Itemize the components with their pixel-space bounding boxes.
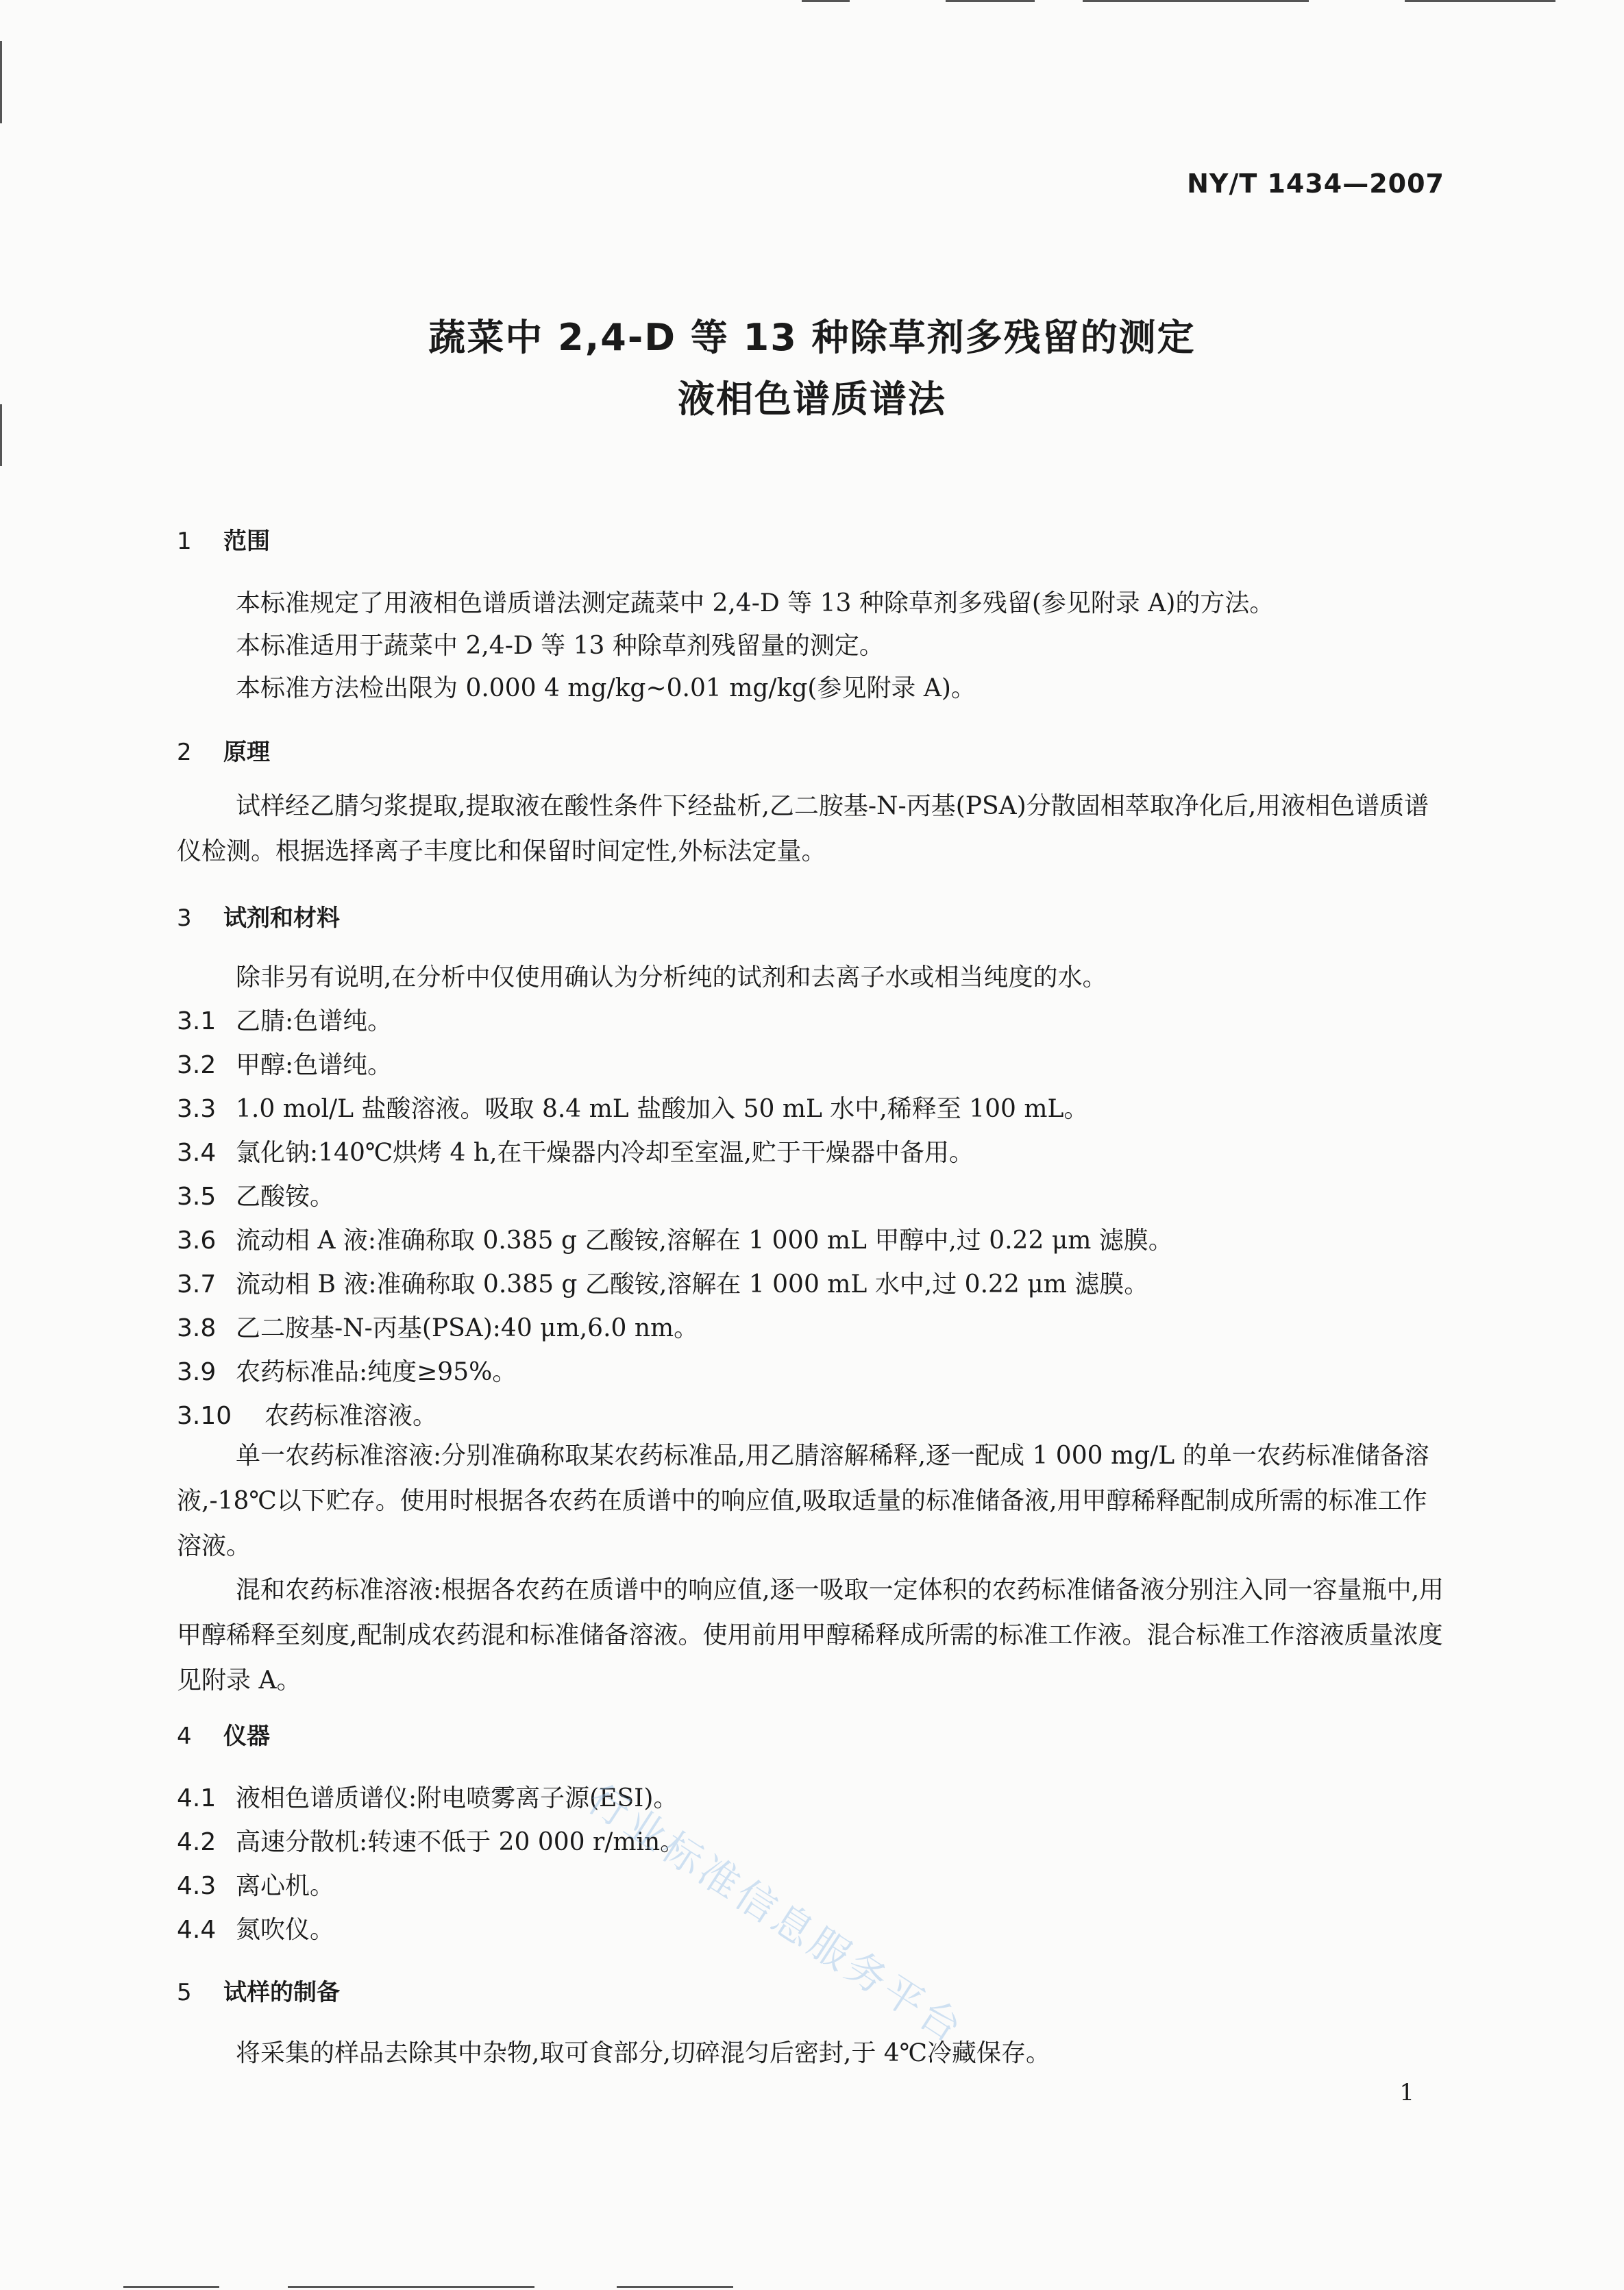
item-text: 1.0 mol/L 盐酸溶液。吸取 8.4 mL 盐酸加入 50 mL 水中,稀释至 100 mL。	[236, 1095, 1089, 1123]
item-number: 4.2	[177, 1828, 217, 1856]
sample-prep-paragraph: 将采集的样品去除其中杂物,取可食部分,切碎混匀后密封,于 4℃冷藏保存。	[236, 2039, 1050, 2067]
scan-edge-mark	[802, 0, 850, 2]
item-number: 3.3	[177, 1095, 217, 1123]
watermark-text: 行业标准信息服务平台	[579, 1775, 973, 2054]
scope-line: 本标准适用于蔬菜中 2,4-D 等 13 种除草剂残留量的测定。	[236, 632, 884, 660]
scan-edge-mark	[123, 2286, 219, 2288]
item-number: 3.7	[177, 1270, 217, 1298]
item-text: 乙腈:色谱纯。	[236, 1007, 393, 1035]
section-title: 原理	[223, 739, 270, 766]
scope-line: 本标准规定了用液相色谱质谱法测定蔬菜中 2,4-D 等 13 种除草剂多残留(参见附录 A)的方法。	[236, 589, 1275, 617]
section-heading-sample-prep	[177, 1973, 340, 2007]
section-heading-instruments	[177, 1717, 270, 1751]
scan-edge-mark	[1083, 0, 1309, 2]
section-heading-reagents	[177, 899, 340, 933]
item-text: 农药标准品:纯度≥95%。	[236, 1358, 517, 1386]
reagents-intro: 除非另有说明,在分析中仅使用确认为分析纯的试剂和去离子水或相当纯度的水。	[236, 963, 1107, 992]
document-title-line1: 蔬菜中 2,4-D 等 13 种除草剂多残留的测定	[428, 316, 1196, 359]
item-number: 3.10	[177, 1402, 232, 1430]
item-text: 流动相 B 液:准确称取 0.385 g 乙酸铵,溶解在 1 000 mL 水中,过 0.22 μm 滤膜。	[236, 1270, 1149, 1298]
item-number: 3.9	[177, 1358, 217, 1386]
reagent-item	[177, 1002, 392, 1037]
reagent-item	[177, 1309, 698, 1344]
reagent-item	[177, 1265, 1148, 1300]
scan-edge-mark	[617, 2286, 733, 2288]
section-number: 4	[177, 1723, 192, 1750]
item-number: 3.1	[177, 1007, 217, 1035]
item-number: 4.4	[177, 1916, 217, 1944]
reagent-item	[177, 1089, 1088, 1124]
item-text: 乙酸铵。	[236, 1183, 335, 1211]
reagent-item	[177, 1177, 334, 1212]
section-title: 范围	[223, 528, 270, 555]
scan-edge-mark	[946, 0, 1035, 2]
item-text: 氯化钠:140℃烘烤 4 h,在干燥器内冷却至室温,贮于干燥器中备用。	[236, 1139, 974, 1167]
scan-edge-mark	[288, 2286, 534, 2288]
page-number: 1	[1399, 2079, 1414, 2106]
item-number: 3.5	[177, 1183, 217, 1211]
scan-edge-mark	[0, 41, 2, 123]
principle-paragraph: 试样经乙腈匀浆提取,提取液在酸性条件下经盐析,乙二胺基-N-丙基(PSA)分散固相萃取净化后,用液相色谱质谱仪检测。根据选择离子丰度比和保留时间定性,外标法定量。	[177, 792, 1429, 865]
section-title: 试剂和材料	[223, 904, 340, 932]
reagent-item	[177, 1133, 974, 1168]
item-text: 流动相 A 液:准确称取 0.385 g 乙酸铵,溶解在 1 000 mL 甲醇中,过 0.22 μm 滤膜。	[236, 1227, 1173, 1255]
section-number: 5	[177, 1979, 192, 2006]
instrument-item	[177, 1867, 334, 1901]
item-number: 3.6	[177, 1227, 217, 1255]
section-title: 仪器	[223, 1723, 270, 1750]
instrument-item	[177, 1910, 334, 1945]
item-text: 氮吹仪。	[236, 1916, 335, 1944]
section-number: 1	[177, 528, 192, 555]
item-number: 3.4	[177, 1139, 217, 1167]
item-number: 4.1	[177, 1784, 217, 1812]
item-number: 3.8	[177, 1314, 217, 1342]
item-text: 农药标准溶液。	[264, 1402, 438, 1430]
item-text: 离心机。	[236, 1872, 335, 1900]
item-number: 3.2	[177, 1051, 217, 1079]
standard-code: NY/T 1434—2007	[1187, 169, 1444, 199]
section-number: 3	[177, 904, 192, 932]
section-title: 试样的制备	[223, 1979, 340, 2006]
section-heading-principle	[177, 733, 270, 767]
item-text: 甲醇:色谱纯。	[236, 1051, 393, 1079]
single-standard-paragraph: 单一农药标准溶液:分别准确称取某农药标准品,用乙腈溶解稀释,逐一配成 1 000 mg/L 的单一农药标准储备溶液,-18℃以下贮存。使用时根据各农药在质谱中的响应值,吸取适量的标准储备液,用甲醇稀释配制成所需的标准工作溶液。	[177, 1442, 1429, 1560]
document-title-line2: 液相色谱质谱法	[678, 378, 946, 421]
item-text: 高速分散机:转速不低于 20 000 r/min。	[236, 1828, 685, 1856]
reagent-item	[177, 1046, 392, 1081]
reagent-item	[177, 1396, 437, 1431]
mixed-standard-paragraph: 混和农药标准溶液:根据各农药在质谱中的响应值,逐一吸取一定体积的农药标准储备液分别注入同一容量瓶中,用甲醇稀释至刻度,配制成农药混和标准储备溶液。使用前用甲醇稀释成所需的标准工作液。混合标准工作溶液质量浓度见附录 A。	[177, 1576, 1444, 1695]
reagent-item	[177, 1221, 1173, 1256]
item-text: 液相色谱质谱仪:附电喷雾离子源(ESI)。	[236, 1784, 678, 1812]
item-text: 乙二胺基-N-丙基(PSA):40 μm,6.0 nm。	[236, 1314, 699, 1342]
section-number: 2	[177, 739, 192, 766]
section-heading-scope	[177, 522, 270, 556]
scan-edge-mark	[1405, 0, 1555, 2]
reagent-item	[177, 1353, 517, 1388]
scope-line: 本标准方法检出限为 0.000 4 mg/kg~0.01 mg/kg(参见附录 A)。	[236, 674, 976, 702]
item-number: 4.3	[177, 1872, 217, 1900]
